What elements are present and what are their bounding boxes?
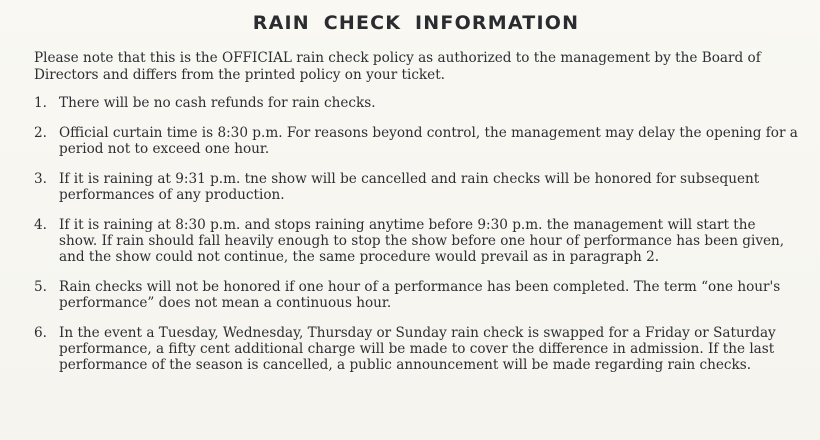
rule-text: In the event a Tuesday, Wednesday, Thursday or Sunday rain check is swapped for a Friday or Saturday performance, a fifty cent additional charge will be made to cover the difference in admission. If the last performance of the season is cancelled, a public announcement will be made regarding rain checks. (59, 325, 776, 373)
rules-list (34, 95, 798, 373)
page-title: RAIN CHECK INFORMATION (252, 12, 580, 34)
rule-text: There will be no cash refunds for rain checks. (59, 95, 376, 111)
rule-number: 3. (34, 171, 47, 187)
rule-item-5 (34, 279, 798, 311)
rule-number: 1. (34, 95, 47, 111)
rule-text: Rain checks will not be honored if one hour of a performance has been completed. The term “one hour's performance” does not mean a continuous hour. (59, 279, 781, 311)
rule-item-4 (34, 217, 798, 265)
rule-text: Official curtain time is 8:30 p.m. For reasons beyond control, the management may delay the opening for a period not to exceed one hour. (59, 125, 798, 157)
rule-text: If it is raining at 8:30 p.m. and stops raining anytime before 9:30 p.m. the management will start the show. If rain should fall heavily enough to stop the show before one hour of performance has been given, and the show could not continue, the same procedure would prevail as in paragraph 2. (59, 217, 785, 265)
intro-paragraph: Please note that this is the OFFICIAL rain check policy as authorized to the management by the Board of Directors and differs from the printed policy on your ticket. (34, 50, 761, 83)
rule-item-6 (34, 325, 798, 373)
rule-item-3 (34, 171, 798, 203)
rule-item-2 (34, 125, 798, 157)
rule-number: 5. (34, 279, 47, 295)
rule-item-1 (34, 95, 798, 111)
rule-number: 2. (34, 125, 47, 141)
rule-number: 6. (34, 325, 47, 341)
rule-text: If it is raining at 9:31 p.m. tne show will be cancelled and rain checks will be honored for subsequent performances of any production. (59, 171, 760, 203)
rule-number: 4. (34, 217, 47, 233)
